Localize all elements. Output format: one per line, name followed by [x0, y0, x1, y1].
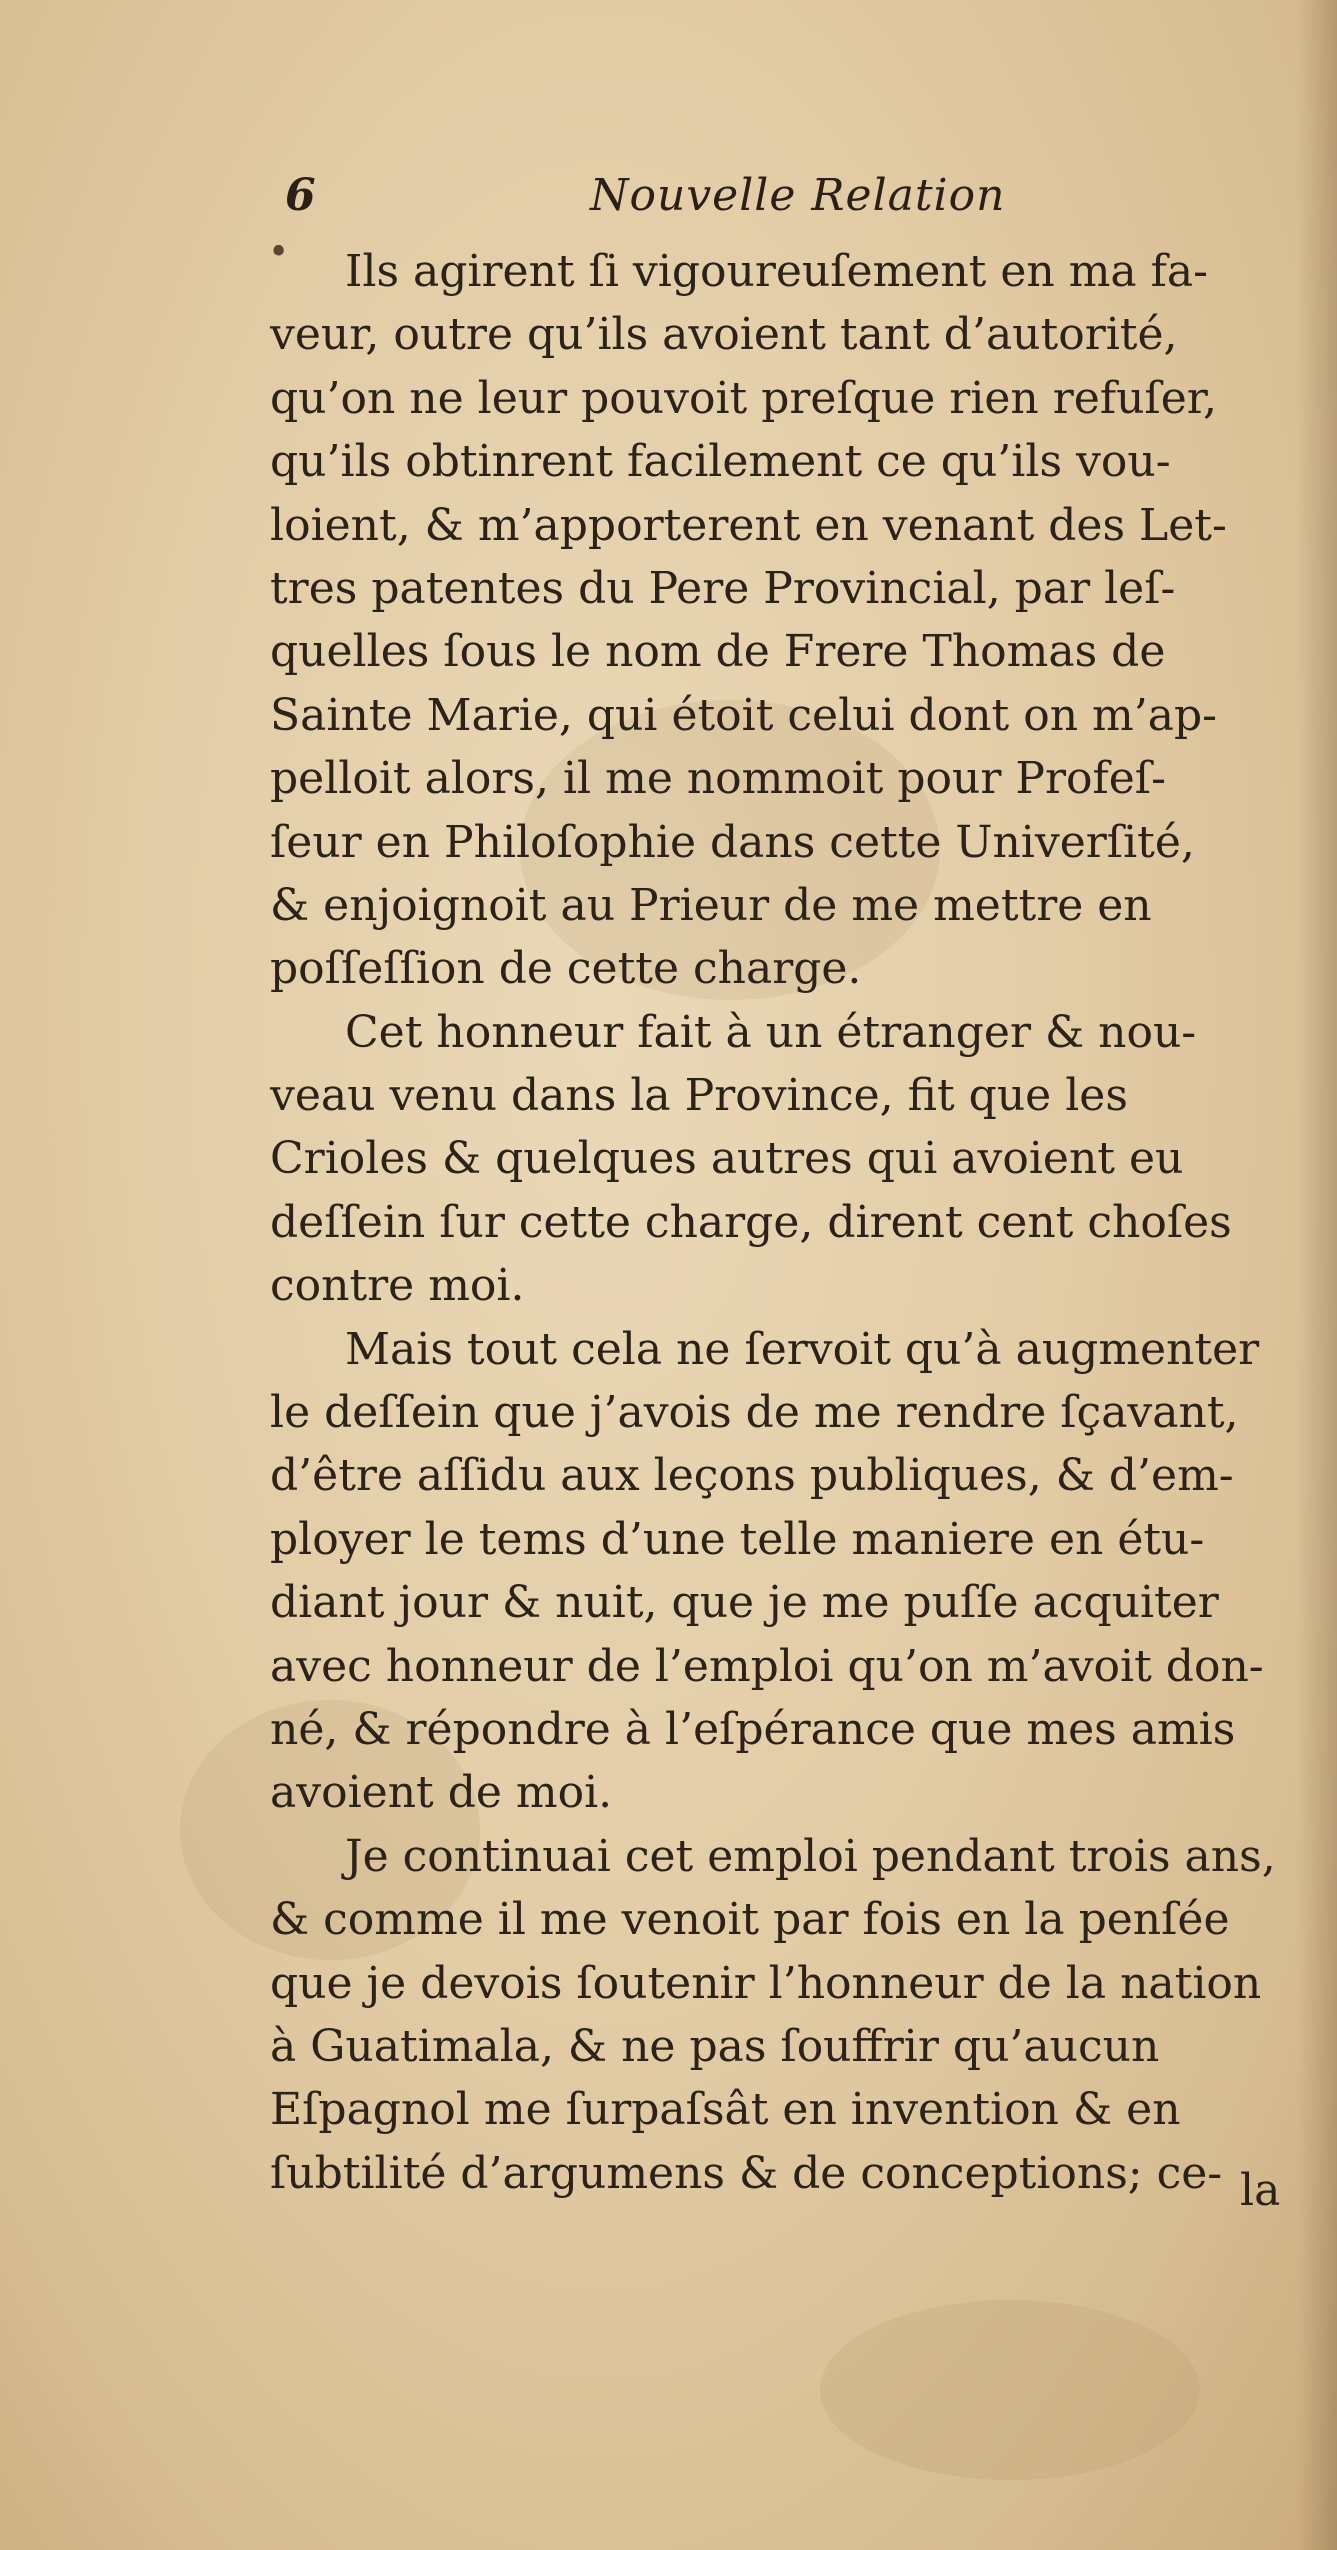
- text-line: qu’on ne leur pouvoit preſque rien refuſer,: [270, 372, 1217, 424]
- paragraph-4: [270, 1825, 1290, 2205]
- text-line: Mais tout cela ne ſervoit qu’à augmenter: [345, 1323, 1260, 1375]
- text-line: avoient de moi.: [270, 1767, 613, 1819]
- text-line: ſeur en Philoſophie dans cette Univerſité,: [270, 816, 1195, 868]
- text-line: avec honneur de l’emploi qu’on m’avoit don-: [270, 1640, 1264, 1692]
- text-line: ſubtilité d’argumens & de conceptions; ce-: [270, 2147, 1223, 2199]
- text-line: tres patentes du Pere Provincial, par leſ-: [270, 562, 1176, 614]
- text-line: Cet honneur fait à un étranger & nou-: [345, 1006, 1197, 1058]
- text-line: deſſein ſur cette charge, dirent cent choſes: [270, 1196, 1232, 1248]
- running-head: [270, 160, 1050, 230]
- paper-stain: [820, 2300, 1200, 2480]
- body-text: [270, 240, 1290, 2205]
- page-gutter-shadow: [1297, 0, 1337, 2550]
- paragraph-3: [270, 1318, 1290, 1825]
- text-line: poſſeſſion de cette charge.: [270, 943, 862, 995]
- text-line: Crioles & quelques autres qui avoient eu: [270, 1133, 1184, 1185]
- text-line: le deſſein que j’avois de me rendre ſçavant,: [270, 1387, 1239, 1439]
- text-line: & comme il me venoit par fois en la penſée: [270, 1894, 1230, 1946]
- text-line: quelles ſous le nom de Frere Thomas de: [270, 626, 1166, 678]
- ink-mark: •: [268, 232, 290, 273]
- text-line: Eſpagnol me ſurpaſsât en invention & en: [270, 2084, 1181, 2136]
- text-line: Ils agirent ſi vigoureuſement en ma fa-: [345, 246, 1209, 297]
- text-line: né, & répondre à l’eſpérance que mes amis: [270, 1703, 1236, 1755]
- text-line: veau venu dans la Province, fit que les: [270, 1070, 1128, 1122]
- text-line: loient, & m’apporterent en venant des Let-: [270, 499, 1227, 551]
- text-line: à Guatimala, & ne pas ſouffrir qu’aucun: [270, 2020, 1160, 2072]
- text-line: contre moi.: [270, 1260, 525, 1312]
- text-line: pelloit alors, il me nommoit pour Profeſ-: [270, 753, 1166, 805]
- text-line: Sainte Marie, qui étoit celui dont on m’ap-: [270, 689, 1218, 741]
- text-line: & enjoignoit au Prieur de me mettre en: [270, 879, 1152, 931]
- text-line: ployer le tems d’une telle maniere en étu-: [270, 1513, 1205, 1565]
- running-title: Nouvelle Relation: [590, 170, 1006, 221]
- paragraph-1: [270, 240, 1290, 1001]
- text-line: veur, outre qu’ils avoient tant d’autorité,: [270, 309, 1178, 361]
- text-line: qu’ils obtinrent facilement ce qu’ils vou-: [270, 436, 1171, 488]
- text-line: d’être aſſidu aux leçons publiques, & d’em-: [270, 1450, 1234, 1502]
- text-line: Je continuai cet emploi pendant trois ans,: [345, 1830, 1276, 1882]
- catchword: la: [1240, 2165, 1281, 2216]
- text-line: diant jour & nuit, que je me puſſe acquiter: [270, 1577, 1219, 1629]
- page-number: 6: [285, 170, 316, 221]
- text-line: que je devois ſoutenir l’honneur de la nation: [270, 1957, 1262, 2009]
- paragraph-2: [270, 1001, 1290, 1318]
